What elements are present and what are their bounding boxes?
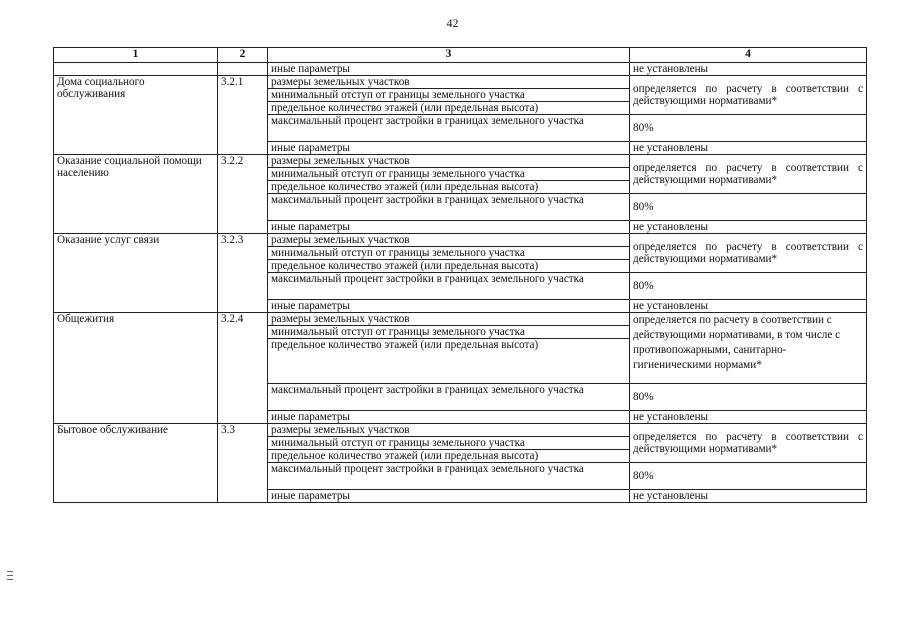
param-cell: иные параметры — [268, 221, 630, 234]
param-cell: иные параметры — [268, 300, 630, 313]
land-use-parameters-table — [53, 47, 867, 503]
use-type-name: Общежития — [54, 313, 218, 424]
param-cell: минимальный отступ от границы земельного участка — [268, 437, 630, 450]
page-number: 42 — [446, 16, 459, 30]
table-header-row — [54, 48, 867, 63]
table-row — [54, 155, 867, 168]
param-cell: иные параметры — [268, 411, 630, 424]
column-header-3: 3 — [268, 48, 630, 63]
use-type-code: 3.2.3 — [218, 234, 268, 313]
param-cell: размеры земельных участков — [268, 155, 630, 168]
value-cell: 80% — [630, 463, 867, 490]
use-type-name: Дома социального обслуживания — [54, 76, 218, 155]
use-type-code: 3.3 — [218, 424, 268, 503]
param-cell: предельное количество этажей (или предельная высота) — [268, 102, 630, 115]
value-cell: определяется по расчету в соответствии с действующими нормативами, в том числе с противопожарными, санитарно-гигиеническими нормами* — [630, 313, 867, 384]
param-cell: размеры земельных участков — [268, 424, 630, 437]
column-header-1: 1 — [54, 48, 218, 63]
param-cell: максимальный процент застройки в границах земельного участка — [268, 463, 630, 490]
table-row — [54, 63, 867, 76]
param-cell: иные параметры — [268, 63, 630, 76]
scan-margin-marks — [7, 571, 13, 583]
param-cell: предельное количество этажей (или предельная высота) — [268, 450, 630, 463]
param-cell: минимальный отступ от границы земельного участка — [268, 247, 630, 260]
param-cell: иные параметры — [268, 490, 630, 503]
value-cell: определяется по расчету в соответствии с действующими нормативами* — [630, 234, 867, 273]
value-cell: определяется по расчету в соответствии с действующими нормативами* — [630, 155, 867, 194]
table-row — [54, 424, 867, 437]
table-row — [54, 313, 867, 326]
value-cell: 80% — [630, 194, 867, 221]
use-type-code: 3.2.1 — [218, 76, 268, 155]
use-type-name: Бытовое обслуживание — [54, 424, 218, 503]
column-header-2: 2 — [218, 48, 268, 63]
use-type-name: Оказание услуг связи — [54, 234, 218, 313]
param-cell: минимальный отступ от границы земельного участка — [268, 168, 630, 181]
use-type-code: 3.2.2 — [218, 155, 268, 234]
param-cell: минимальный отступ от границы земельного участка — [268, 326, 630, 339]
param-cell: максимальный процент застройки в границах земельного участка — [268, 115, 630, 142]
value-cell: не установлены — [630, 411, 867, 424]
value-cell: 80% — [630, 384, 867, 411]
param-cell: максимальный процент застройки в границах земельного участка — [268, 194, 630, 221]
table-row — [54, 234, 867, 247]
param-cell: иные параметры — [268, 142, 630, 155]
param-cell: предельное количество этажей (или предельная высота) — [268, 339, 630, 384]
param-cell: максимальный процент застройки в границах земельного участка — [268, 273, 630, 300]
value-cell: не установлены — [630, 221, 867, 234]
table-row — [54, 76, 867, 89]
param-cell: размеры земельных участков — [268, 313, 630, 326]
column-header-4: 4 — [630, 48, 867, 63]
value-cell: не установлены — [630, 490, 867, 503]
value-cell: не установлены — [630, 300, 867, 313]
value-cell: не установлены — [630, 63, 867, 76]
value-cell: определяется по расчету в соответствии с действующими нормативами* — [630, 424, 867, 463]
param-cell: предельное количество этажей (или предельная высота) — [268, 181, 630, 194]
param-cell: максимальный процент застройки в границах земельного участка — [268, 384, 630, 411]
param-cell: размеры земельных участков — [268, 76, 630, 89]
param-cell: размеры земельных участков — [268, 234, 630, 247]
value-cell: 80% — [630, 273, 867, 300]
param-cell: минимальный отступ от границы земельного участка — [268, 89, 630, 102]
use-type-code: 3.2.4 — [218, 313, 268, 424]
value-cell: определяется по расчету в соответствии с действующими нормативами* — [630, 76, 867, 115]
param-cell: предельное количество этажей (или предельная высота) — [268, 260, 630, 273]
use-type-name: Оказание социальной помощи населению — [54, 155, 218, 234]
value-cell: не установлены — [630, 142, 867, 155]
value-cell: 80% — [630, 115, 867, 142]
